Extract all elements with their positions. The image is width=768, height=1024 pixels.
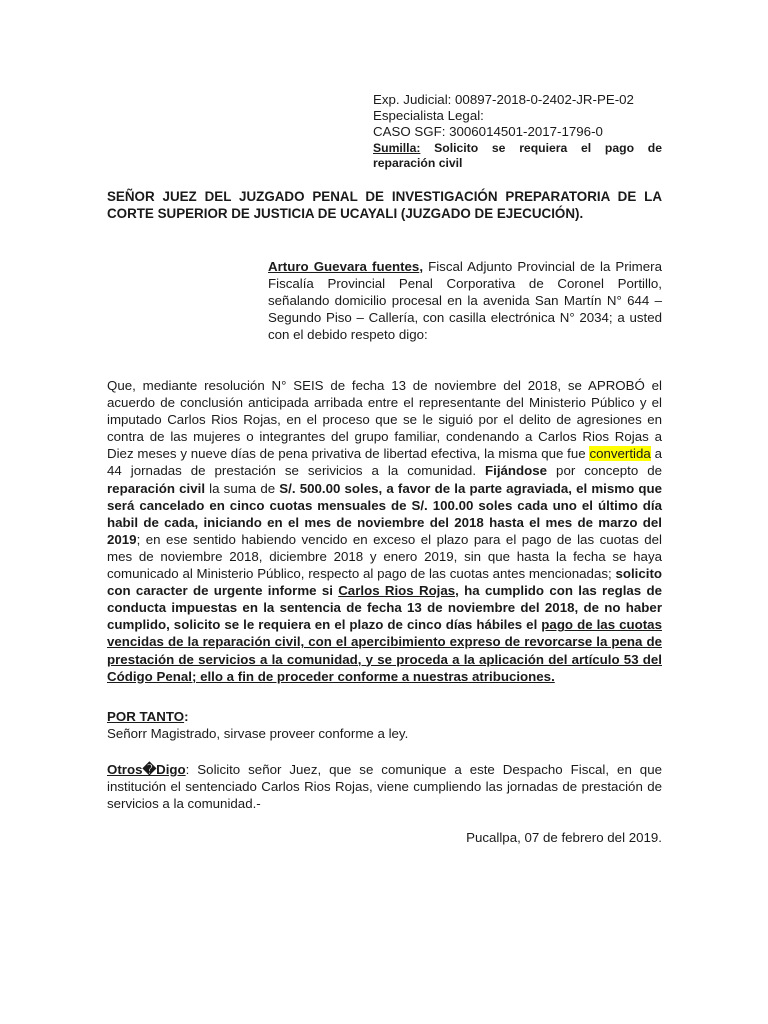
por-tanto-colon: :	[184, 709, 189, 724]
otros-digo-paragraph	[107, 761, 662, 812]
otros-digo-text: : Solicito señor Juez, que se comunique a este Despacho Fiscal, en que institución el sentenciado Carlos Rios Rojas, viene cumpliendo las jornadas de prestación de servicios a la comunidad.-	[107, 762, 662, 812]
por-tanto-label: POR TANTO	[107, 709, 185, 724]
addressee-heading: SEÑOR JUEZ DEL JUZGADO PENAL DE INVESTIGACIÓN PREPARATORIA DE LA CORTE SUPERIOR DE JUSTICIA DE UCAYALI (JUZGADO DE EJECUCIÓN).	[107, 189, 662, 222]
por-tanto-text: Señorr Magistrado, sirvase proveer conforme a ley.	[107, 726, 409, 742]
sumilla-text: Solicito se requiera el pago de reparación civil	[373, 140, 662, 171]
intro-text: Fiscal Adjunto Provincial de la Primera Fiscalía Provincial Penal Corporativa de Coronel Portillo, señalando domicilio procesal en la avenida San Martín N° 644 – Segundo Piso – Callería, con casilla electrónica N° 2034; a usted con el debido respeto digo:	[268, 259, 662, 343]
body-bold-underline-2: pago de las cuotas vencidas de la reparación civil, con el apercibimiento expreso de revorcarse la pena de prestación de servicios a la comunidad, y se proceda a la aplicación del artículo 53 del Código Penal; ello a fin de proceder conforme a nuestras atribuciones.	[107, 617, 662, 684]
otros-digo-label: Otros�Digo	[107, 762, 186, 777]
main-paragraph	[107, 377, 662, 685]
por-tanto-section	[107, 708, 662, 742]
por-tanto-heading	[107, 708, 662, 725]
body-text-2: a 44 jornadas de prestación se serivicios a la comunidad.	[107, 446, 662, 479]
highlighted-word: convertida	[589, 446, 651, 462]
caso-line: CASO SGF: 3006014501-2017-1796-0	[373, 124, 603, 140]
body-bold-5: ha cumplido con las reglas de conducta impuestas en la sentencia de fecha 13 de noviembre del 2018, de no haber cumplido, solicito se le requiera en el plazo de cinco días hábiles el	[107, 583, 662, 633]
body-text-1: Que, mediante resolución N° SEIS de fecha 13 de noviembre del 2018, se APROBÓ el acuerdo de conclusión anticipada arribada entre el representante del Ministerio Público y el imputado Carlos Rios Rojas, en el proceso que se le siguió por el delito de agresiones en contra de las mujeres o integrantes del grupo familiar, condenando a Carlos Rios Rojas a Diez meses y nueve días de pena privativa de libertad efectiva, la misma que fue	[107, 378, 662, 462]
place-date: Pucallpa, 07 de febrero del 2019.	[466, 830, 662, 845]
case-header	[373, 92, 662, 172]
intro-paragraph	[268, 258, 662, 343]
body-text-5: ; en ese sentido habiendo vencido en exceso el plazo para el pago de las cuotas del mes de noviembre 2018, diciembre 2018 y enero 2019, sin que hasta la fecha se haya comunicado al Ministerio Público, respecto al pago de las cuotas antes mencionadas;	[107, 531, 662, 582]
body-bold-1: Fijándose	[485, 463, 548, 479]
body-bold-4: solicito con caracter de urgente informe si	[107, 566, 662, 599]
sumilla-label: Sumilla:	[373, 140, 421, 155]
body-text-4: la suma de	[205, 480, 280, 496]
body-bold-2: reparación civil	[107, 480, 206, 496]
body-bold-3: S/. 500.00 soles, a favor de la parte agraviada, el mismo que será cancelado en cinco cuotas mensuales de S/. 100.00 soles cada uno el último día habil de cada, iniciando en el mes de noviembre del 2018 hasta el mes de marzo del 2019	[107, 480, 662, 547]
intro-comma: ,	[419, 259, 424, 274]
body-text-3: por concepto de	[547, 463, 663, 479]
especialista-line: Especialista Legal:	[373, 108, 484, 124]
sumilla	[373, 141, 662, 172]
body-bold-underline-1: Carlos Rios Rojas,	[338, 583, 459, 599]
prosecutor-name: Arturo Guevara fuentes	[268, 259, 420, 274]
expediente-line: Exp. Judicial: 00897-2018-0-2402-JR-PE-02	[373, 92, 634, 107]
